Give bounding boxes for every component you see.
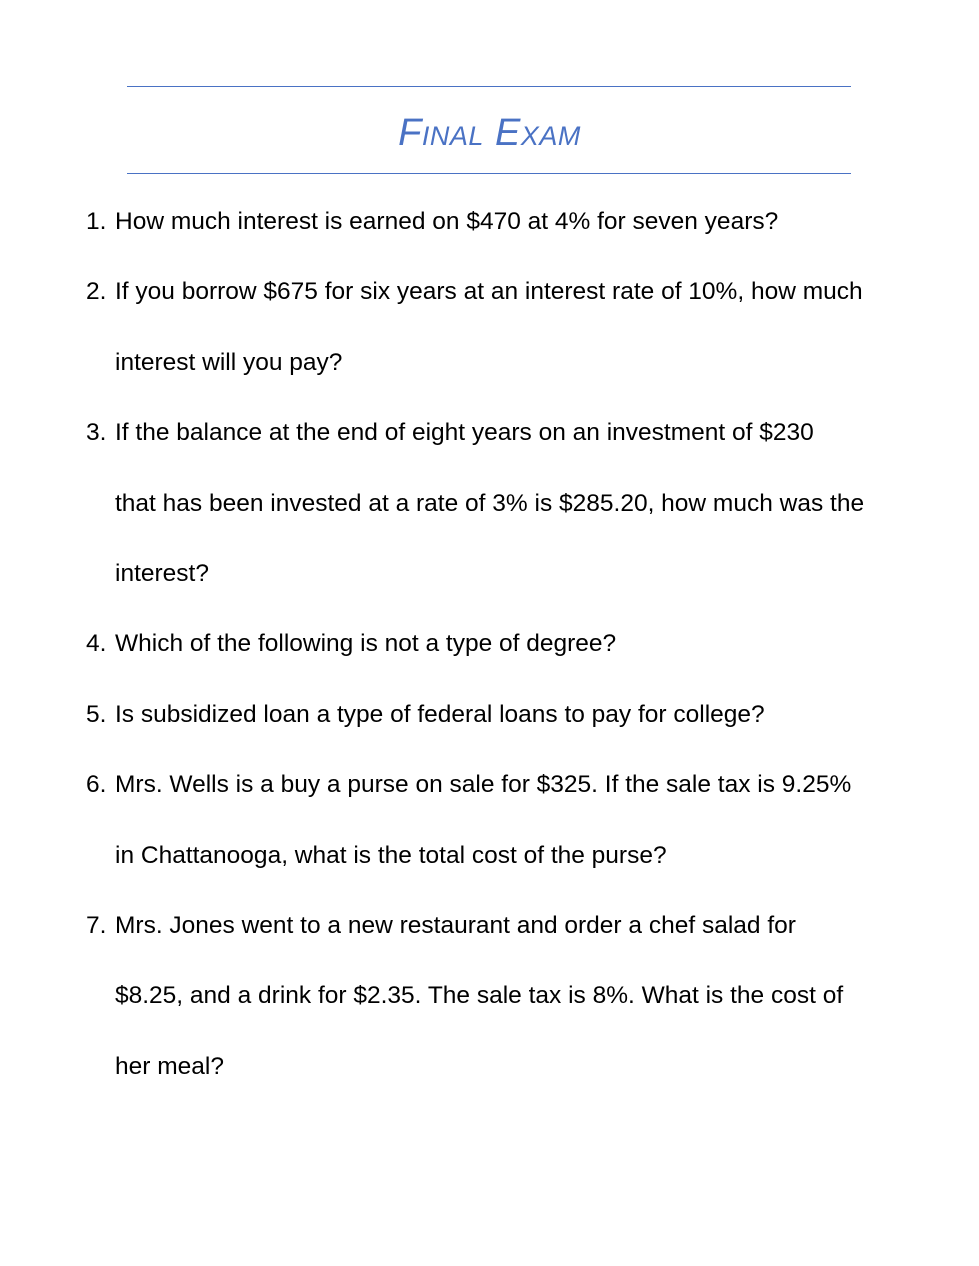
question-number: 4. bbox=[86, 630, 107, 658]
question-text-line: Is subsidized loan a type of federal loans to pay for college? bbox=[115, 700, 765, 728]
question-text-line: Mrs. Jones went to a new restaurant and order a chef salad for bbox=[115, 912, 796, 940]
question-text-line: Which of the following is not a type of degree? bbox=[115, 630, 617, 658]
question-number: 6. bbox=[86, 771, 107, 799]
question-5 bbox=[86, 680, 936, 750]
question-text-line: interest will you pay? bbox=[115, 348, 343, 376]
question-number: 1. bbox=[86, 208, 107, 235]
question-1 bbox=[86, 187, 936, 257]
question-2 bbox=[86, 257, 936, 398]
question-number: 3. bbox=[86, 419, 107, 447]
question-text-line: If you borrow $675 for six years at an interest rate of 10%, how much bbox=[115, 278, 863, 306]
question-text-line: $8.25, and a drink for $2.35. The sale tax is 8%. What is the cost of bbox=[115, 982, 844, 1010]
title-bottom-rule bbox=[127, 173, 851, 174]
question-number: 7. bbox=[86, 912, 107, 940]
question-text-line: Mrs. Wells is a buy a purse on sale for $325. If the sale tax is 9.25% bbox=[115, 771, 852, 799]
question-text-line: How much interest is earned on $470 at 4% for seven years? bbox=[115, 208, 779, 235]
question-text-line: her meal? bbox=[115, 1052, 224, 1080]
question-3 bbox=[86, 398, 936, 609]
question-7 bbox=[86, 891, 936, 1102]
question-text-line: If the balance at the end of eight years on an investment of $230 bbox=[115, 419, 814, 447]
question-text-line: in Chattanooga, what is the total cost of the purse? bbox=[115, 841, 667, 869]
question-number: 2. bbox=[86, 278, 107, 306]
question-6 bbox=[86, 750, 936, 891]
question-text-line: interest? bbox=[115, 560, 209, 588]
question-list bbox=[86, 187, 936, 1102]
title-top-rule bbox=[127, 86, 851, 87]
question-text-line: that has been invested at a rate of 3% is $285.20, how much was the bbox=[115, 489, 865, 517]
page-title: Final Exam bbox=[398, 112, 581, 154]
question-4 bbox=[86, 609, 936, 679]
question-number: 5. bbox=[86, 700, 107, 728]
